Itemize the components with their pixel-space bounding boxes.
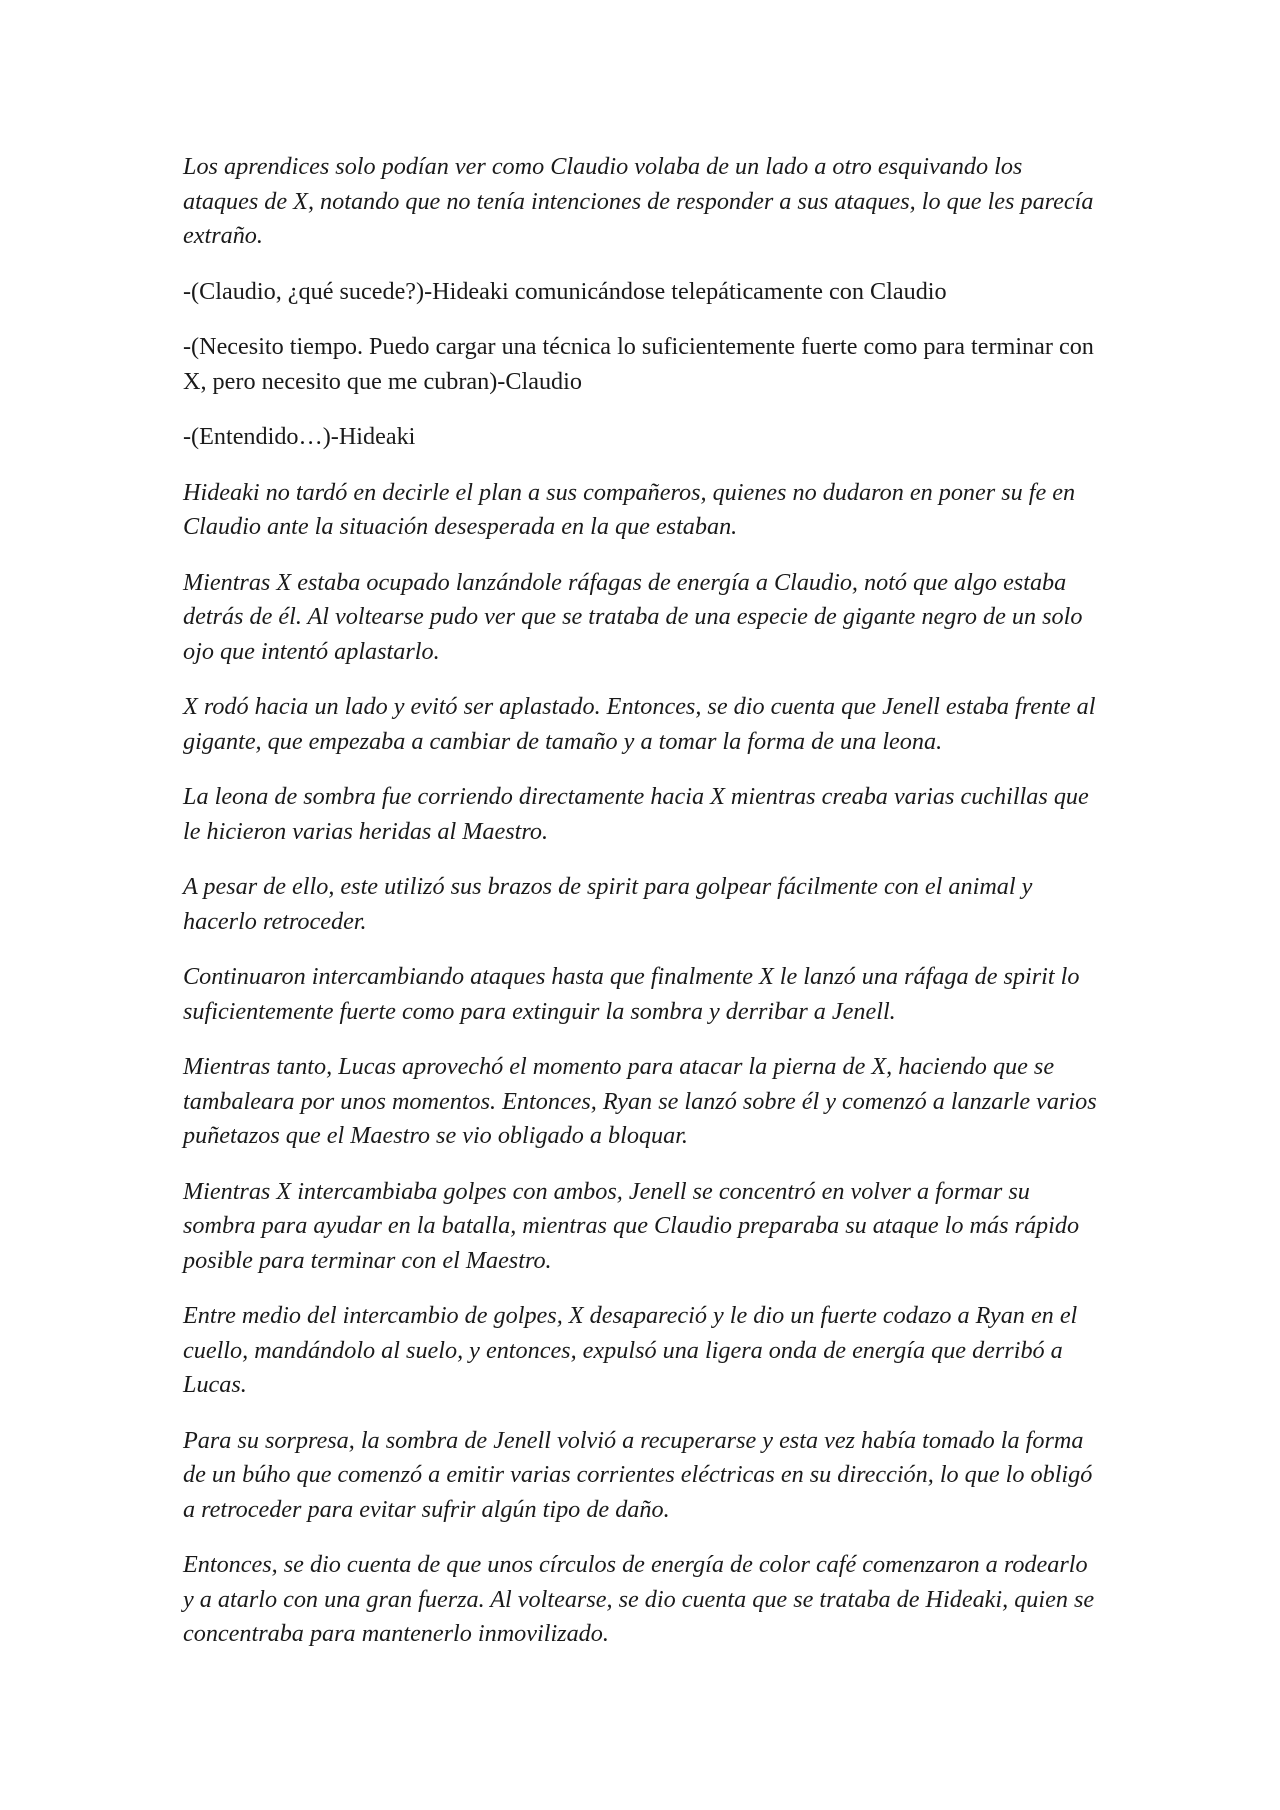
paragraph-13: Entre medio del intercambio de golpes, X desapareció y le dio un fuerte codazo a Ryan en el cuello, mandándolo al suelo, y entonces, expulsó una ligera onda de energía que derribó a Lucas. <box>183 1302 1078 1398</box>
paragraph-2: -(Claudio, ¿qué sucede?)-Hideaki comunicándose telepáticamente con Claudio <box>183 277 947 305</box>
paragraph-5: Hideaki no tardó en decirle el plan a sus compañeros, quienes no dudaron en poner su fe en Claudio ante la situación desesperada en la que estaban. <box>183 478 1076 540</box>
paragraph-12: Mientras X intercambiaba golpes con ambos, Jenell se concentró en volver a formar su sombra para ayudar en la batalla, mientras que Claudio preparaba su ataque lo más rápido posible para terminar con el Maestro. <box>183 1177 1080 1274</box>
paragraph-15: Entonces, se dio cuenta de que unos círculos de energía de color café comenzaron a rodearlo y a atarlo con una gran fuerza. Al voltearse, se dio cuenta que se trataba de Hideaki, quien se concentraba para mantenerlo inmovilizado. <box>183 1551 1095 1647</box>
paragraph-10: Continuaron intercambiando ataques hasta que finalmente X le lanzó una ráfaga de spirit lo suficientemente fuerte como para extinguir la sombra y derribar a Jenell. <box>183 963 1080 1025</box>
paragraph-1: Los aprendices solo podían ver como Claudio volaba de un lado a otro esquivando los ataques de X, notando que no tenía intenciones de responder a sus ataques, lo que les parecía extraño. <box>183 153 1094 249</box>
document-body <box>183 150 1103 1673</box>
paragraph-4: -(Entendido…)-Hideaki <box>183 423 416 450</box>
paragraph-8: La leona de sombra fue corriendo directamente hacia X mientras creaba varias cuchillas que le hicieron varias heridas al Maestro. <box>183 783 1089 845</box>
paragraph-6: Mientras X estaba ocupado lanzándole ráfagas de energía a Claudio, notó que algo estaba detrás de él. Al voltearse pudo ver que se trataba de una especie de gigante negro de un solo ojo que intentó aplastarlo. <box>183 568 1083 665</box>
paragraph-11: Mientras tanto, Lucas aprovechó el momento para atacar la pierna de X, haciendo que se tambaleara por unos momentos. Entonces, Ryan se lanzó sobre él y comenzó a lanzarle varios puñetazos que el Maestro se vio obligado a bloquar. <box>183 1053 1097 1149</box>
paragraph-9: A pesar de ello, este utilizó sus brazos de spirit para golpear fácilmente con el animal y hacerlo retroceder. <box>183 873 1033 935</box>
paragraph-7: X rodó hacia un lado y evitó ser aplastado. Entonces, se dio cuenta que Jenell estaba frente al gigante, que empezaba a cambiar de tamaño y a tomar la forma de una leona. <box>183 693 1096 755</box>
paragraph-3: -(Necesito tiempo. Puedo cargar una técnica lo suficientemente fuerte como para terminar con X, pero necesito que me cubran)-Claudio <box>183 333 1094 395</box>
paragraph-14: Para su sorpresa, la sombra de Jenell volvió a recuperarse y esta vez había tomado la forma de un búho que comenzó a emitir varias corrientes eléctricas en su dirección, lo que lo obligó a retroceder para evitar sufrir algún tipo de daño. <box>183 1426 1093 1523</box>
